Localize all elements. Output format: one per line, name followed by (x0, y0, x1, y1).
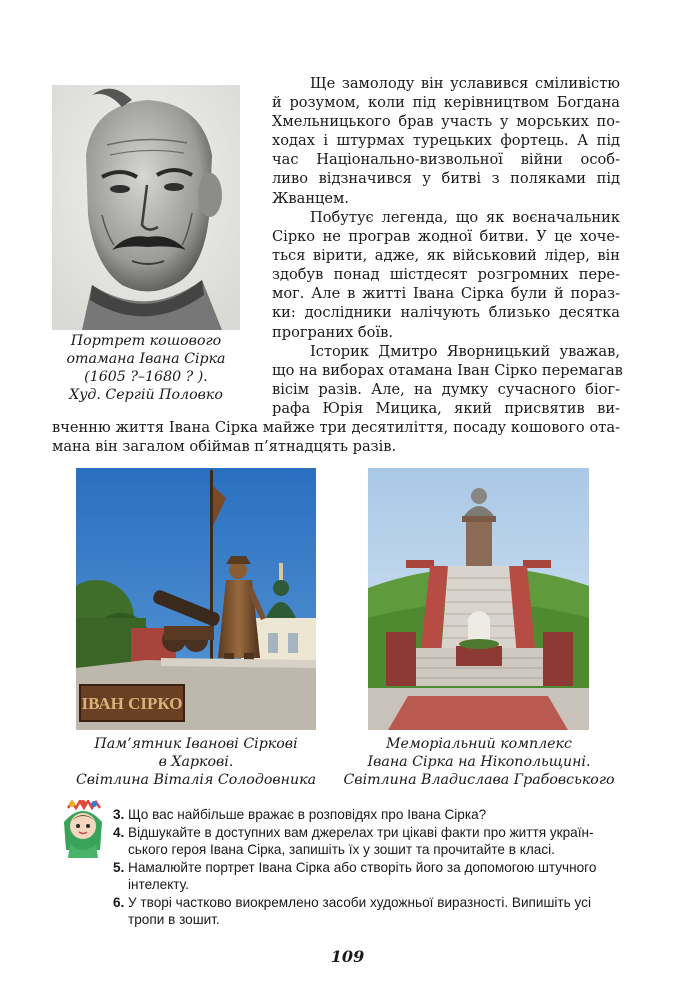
caption-line: Світлина Віталія Солодовника (75, 772, 317, 788)
text-line: вісім разів. Але, на думку сучасного біог- (272, 381, 620, 399)
caption-line: Пам’ятник Іванові Сіркові (94, 736, 298, 752)
caption-line: Портрет кошового (70, 333, 222, 349)
text-line: здобув понад шістдесят розгромних пере- (272, 266, 620, 284)
page-number: 109 (330, 947, 365, 966)
text-line: Ще замолоду він уславився сміливістю (310, 75, 620, 92)
text-line: рафа Юрія Мицика, який присвятив ви- (272, 400, 620, 418)
task-text: ського героя Івана Сірка, запишіть їх у зошит та прочитайте в класі. (128, 842, 555, 857)
task-text: Що вас найбільше вражає в розповідях про Івана Сірка? (128, 807, 487, 822)
text-line: програних боїв. (272, 323, 393, 341)
text-line: Сірко не програв жодної битви. У це хоче- (272, 228, 620, 246)
task-number: 4. (113, 825, 125, 840)
text-line: Жванцем. (272, 189, 350, 207)
text-line: ться вірити, адже, як військовий лідер, він (272, 247, 620, 265)
caption-line: Світлина Владислава Грабовського (343, 772, 615, 788)
caption-line: в Харкові. (158, 754, 234, 770)
text-line: ходах і штурмах турецьких фортець. А під (272, 132, 620, 150)
caption-line: Худ. Сергій Половко (69, 387, 223, 403)
text-line: Історик Дмитро Яворницький уважав, (310, 343, 620, 360)
task-number: 3. (113, 807, 125, 822)
text-line: Побутує легенда, що як воєначальник (310, 209, 620, 226)
text-line: ки: дослідники налічують близько десятка (272, 304, 620, 322)
task-text: Намалюйте портрет Івана Сірка або створіть його за допомогою штучного (128, 860, 597, 875)
caption-line: Меморіальний комплекс (386, 736, 572, 752)
task-text: У творі частково виокремлено засоби художньої виразності. Випишіть усі (128, 895, 591, 910)
text-line: мана він загалом обіймав п’ятнадцять разів. (52, 438, 397, 456)
task-number: 6. (113, 895, 125, 910)
caption-line: отамана Івана Сірка (66, 351, 226, 367)
text-line: ливо відзначився у битві з поляками під (272, 170, 620, 188)
task-text: тропи в зошит. (128, 912, 220, 927)
caption-line: Івана Сірка на Нікопольщині. (367, 754, 591, 770)
plaque-text: ІВАН СІРКО (81, 694, 183, 713)
task-text: Відшукайте в доступних вам джерелах три цікаві факти про життя україн- (128, 825, 594, 840)
text-line: час Національно-визвольної війни особ- (272, 151, 620, 169)
text-line: що на виборах отамана Іван Сірко перемагав (272, 362, 623, 380)
text-line: Хмельницького брав участь у морських по- (272, 113, 620, 131)
task-number: 5. (113, 860, 125, 875)
caption-line: (1605 ?–1680 ? ). (84, 369, 208, 385)
text-line: й розумом, коли під керівництвом Богдана (272, 94, 620, 112)
text-line: вченню життя Івана Сірка майже три десятиліття, посаду кошового ота- (52, 419, 620, 436)
task-text: інтелекту. (128, 877, 189, 892)
text-line: мог. Але в житті Івана Сірка були й пораз- (272, 285, 620, 303)
